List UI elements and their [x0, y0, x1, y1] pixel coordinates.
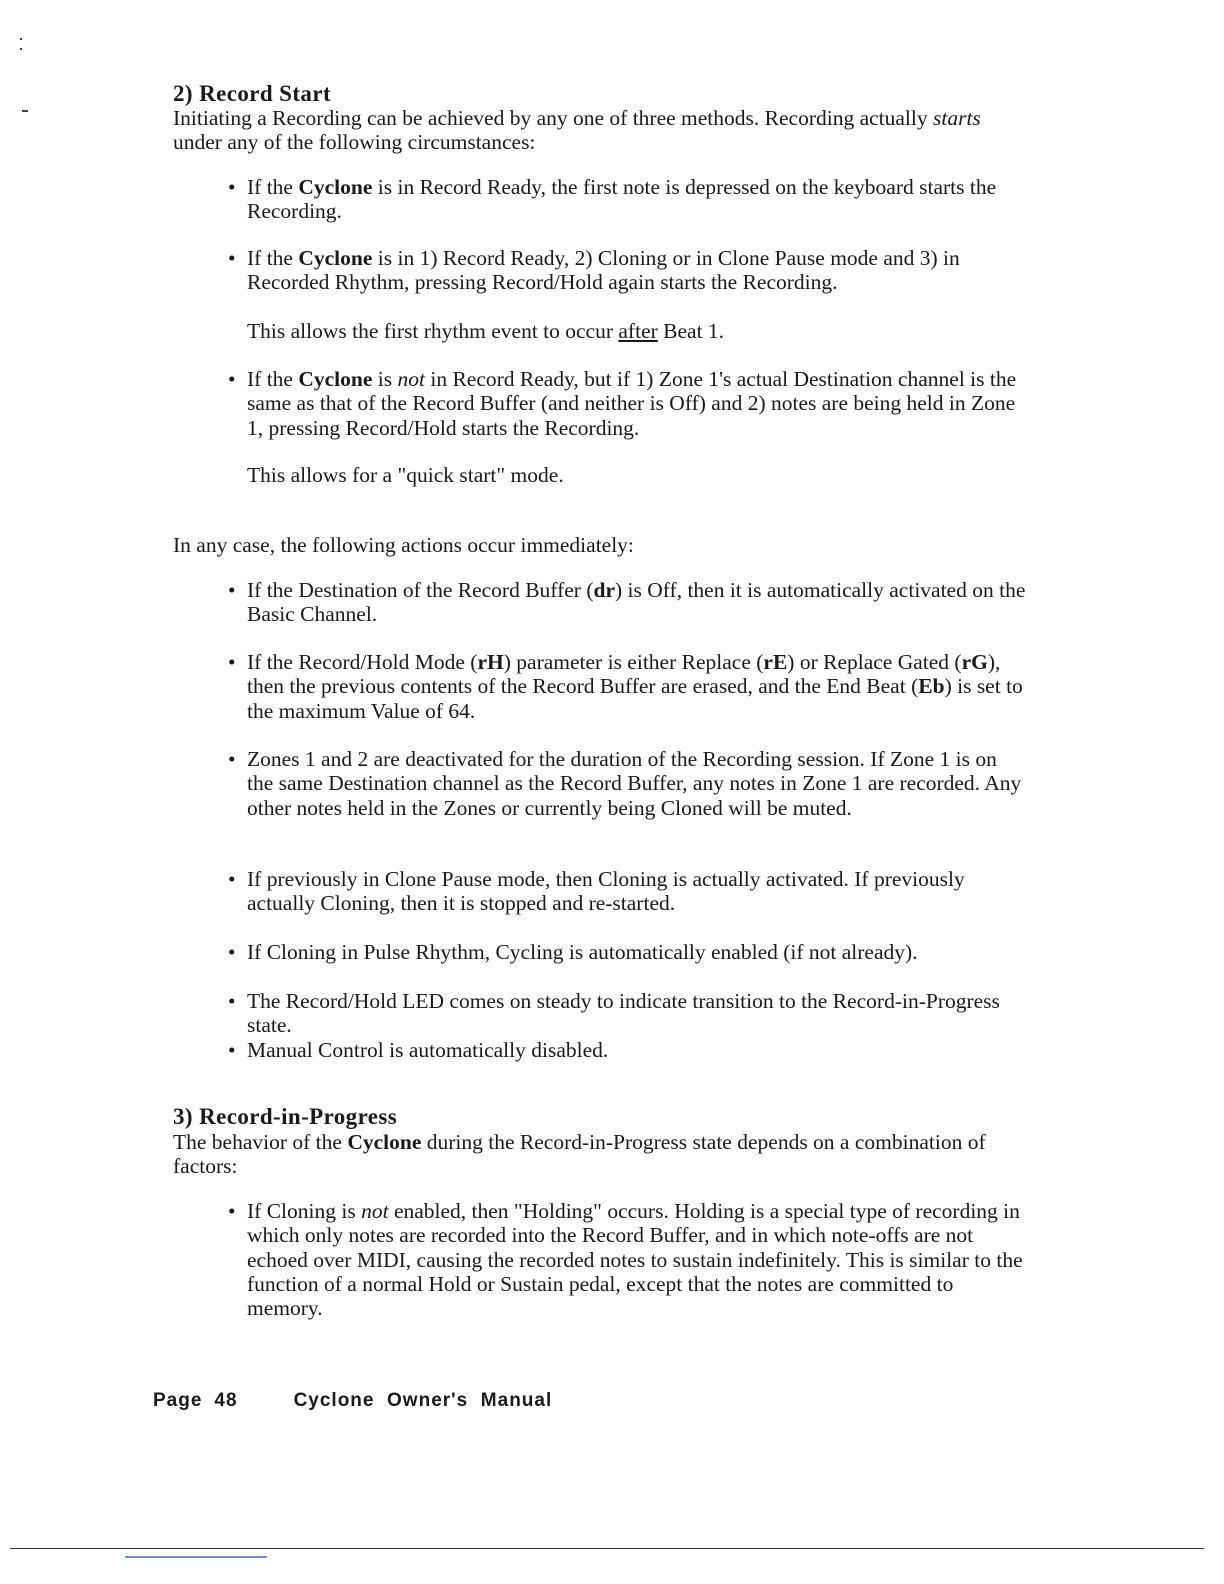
- page-number: 48: [214, 1390, 238, 1411]
- list-item: [228, 1038, 1028, 1062]
- intro-text-italic: starts: [933, 106, 981, 130]
- page-footer: [153, 1390, 552, 1412]
- section-intro-paragraph: The behavior of the Cyclone during the Record-in-Progress state depends on a combination of factors:: [173, 1130, 986, 1178]
- manual-title: Cyclone Owner's Manual: [293, 1390, 553, 1411]
- list-item: [228, 367, 1028, 440]
- bullet-icon: •: [228, 989, 236, 1013]
- section-heading-record-in-progress: 3) Record-in-Progress: [173, 1104, 398, 1129]
- bullet-icon: •: [228, 175, 236, 199]
- bullet-icon: •: [228, 867, 236, 891]
- list-item-note: This allows for a "quick start" mode.: [247, 463, 564, 487]
- section-heading-record-start: 2) Record Start: [173, 81, 332, 106]
- list-item: [228, 246, 1028, 295]
- list-item-text: If previously in Clone Pause mode, then Cloning is actually activated. If previously actually Cloning, then it is stopped and re-started.: [247, 867, 965, 916]
- scan-speck: [20, 48, 22, 50]
- section-intro-paragraph: [173, 106, 1033, 154]
- list-item-text: If the Cyclone is in 1) Record Ready, 2) Cloning or in Clone Pause mode and 3) in Recorded Rhythm, pressing Record/Hold again starts the Recording.: [247, 246, 960, 295]
- list-item: [228, 867, 1028, 916]
- bullet-icon: •: [228, 367, 236, 391]
- list-item-text: If the Destination of the Record Buffer (dr) is Off, then it is automatically activated on the Basic Channel.: [247, 578, 1026, 627]
- bullet-icon: •: [228, 578, 236, 602]
- list-item: [228, 940, 1028, 964]
- scan-speck: [22, 110, 28, 112]
- bullet-icon: •: [228, 1038, 236, 1062]
- list-item-text: If the Cyclone is in Record Ready, the first note is depressed on the keyboard starts the Recording.: [247, 175, 997, 224]
- list-item: [228, 175, 1028, 224]
- page-label: Page: [153, 1390, 203, 1411]
- list-item: [228, 989, 1028, 1038]
- list-item-text: If the Record/Hold Mode (rH) parameter is either Replace (rE) or Replace Gated (rG), then the previous contents of the Record Buffer are erased, and the End Beat (Eb) is set to the maximum Value of 64.: [247, 650, 1023, 723]
- bullet-icon: •: [228, 246, 236, 270]
- list-item: [228, 650, 1028, 723]
- list-item-text: Manual Control is automatically disabled.: [247, 1038, 609, 1062]
- list-item: [228, 747, 1028, 820]
- scan-speck: [20, 38, 22, 40]
- intro-text-part: Initiating a Recording can be achieved by any one of three methods. Recording actually: [173, 106, 933, 130]
- intro-text-part: under any of the following circumstances:: [173, 130, 536, 154]
- list-item-text: If Cloning is not enabled, then "Holding" occurs. Holding is a special type of recording in which only notes are recorded into the Record Buffer, and in which note-offs are not echoed over MIDI, causing the recorded notes to sustain indefinitely. This is similar to the function of a normal Hold or Sustain pedal, except that the notes are committed to memory.: [247, 1199, 1023, 1321]
- list-item-text: The Record/Hold LED comes on steady to indicate transition to the Record-in-Progress state.: [247, 989, 1000, 1038]
- bullet-icon: •: [228, 747, 236, 771]
- list-item: [228, 578, 1028, 627]
- bottom-divider: [10, 1548, 1204, 1549]
- bullet-icon: •: [228, 650, 236, 674]
- actions-intro-paragraph: In any case, the following actions occur immediately:: [173, 533, 634, 557]
- list-item: [228, 1199, 1028, 1320]
- list-item-text: Zones 1 and 2 are deactivated for the duration of the Recording session. If Zone 1 is on the same Destination channel as the Record Buffer, any notes in Zone 1 are recorded. Any other notes held in the Zones or currently being Cloned will be muted.: [247, 747, 1022, 820]
- list-item-note: This allows the first rhythm event to occur after Beat 1.: [247, 319, 725, 343]
- list-item-text: If the Cyclone is not in Record Ready, but if 1) Zone 1's actual Destination channel is the same as that of the Record Buffer (and neither is Off) and 2) notes are being held in Zone 1, pressing Record/Hold starts the Recording.: [247, 367, 1017, 440]
- bottom-accent-divider: [125, 1556, 267, 1558]
- bullet-icon: •: [228, 1199, 236, 1223]
- list-item-text: If Cloning in Pulse Rhythm, Cycling is automatically enabled (if not already).: [247, 940, 918, 964]
- bullet-icon: •: [228, 940, 236, 964]
